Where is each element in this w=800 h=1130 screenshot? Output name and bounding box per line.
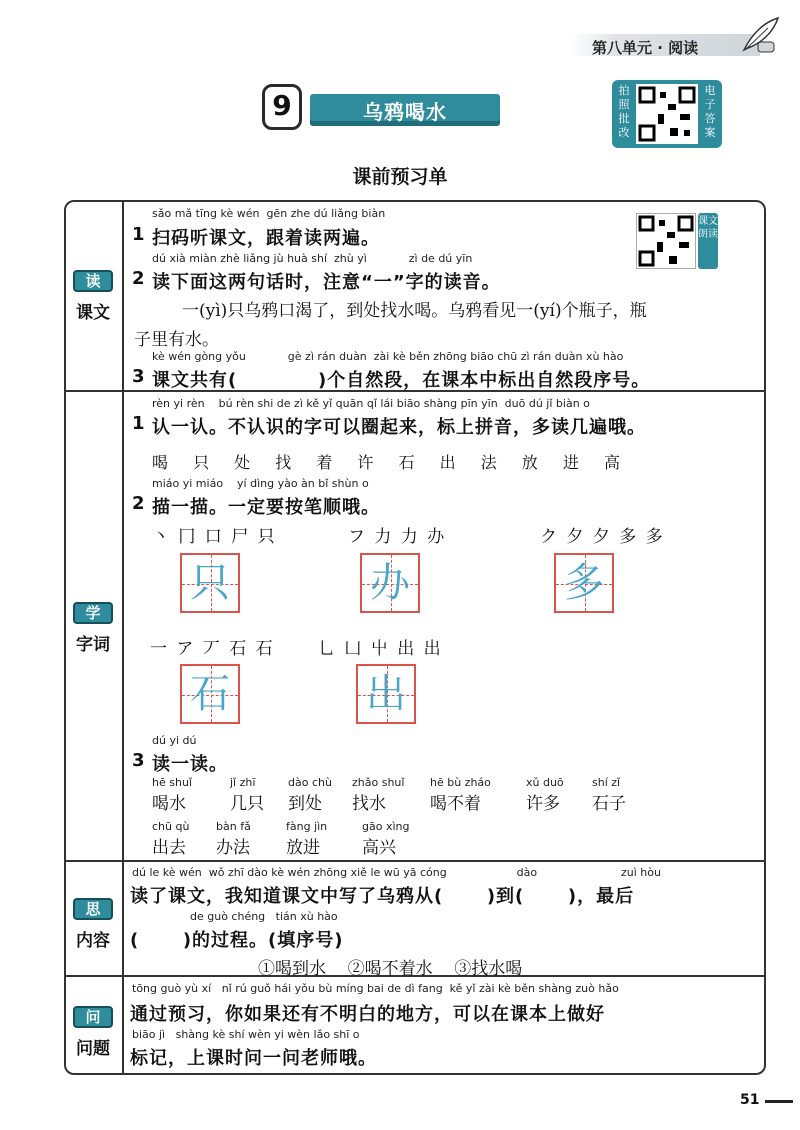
qr-left-label: 拍照批改 — [618, 84, 630, 139]
word-pinyin: fàng jìn — [286, 820, 328, 833]
qr-code-icon[interactable] — [636, 213, 696, 269]
pinyin-line: biāo jì shàng kè shí wèn yi wèn lǎo shī o — [132, 1028, 360, 1041]
row-divider — [64, 860, 766, 862]
item-number: 3 — [132, 366, 146, 387]
word-pinyin: hē bù zháo — [430, 776, 491, 789]
stroke-order: フ 力 力 办 — [348, 527, 447, 547]
pinyin-line: tōng guò yù xí nǐ rú guǒ hái yǒu bù míng bai de dì fang kě yǐ zài kè běn shàng zuò hǎo — [132, 982, 619, 995]
tag-read: 读 — [73, 270, 113, 292]
tag-learn: 学 — [73, 602, 113, 624]
word-pinyin: bàn fǎ — [216, 820, 251, 833]
word: 办法 — [216, 838, 250, 858]
pinyin-line: rèn yi rèn bú rèn shi de zì kě yǐ quān qǐ lái biāo shàng pīn yīn duō dú jǐ biàn o — [152, 397, 590, 410]
section-label-learn: 字词 — [76, 635, 110, 655]
pinyin-line: dú yi dú — [152, 734, 197, 747]
word: 放进 — [286, 838, 320, 858]
page-number-rule — [765, 1100, 793, 1103]
word: 高兴 — [362, 838, 396, 858]
word-pinyin: xǔ duō — [526, 776, 564, 789]
word-pinyin: jǐ zhī — [230, 776, 256, 789]
read-passage-line: 一(yì)只乌鸦口渴了，到处找水喝。乌鸦看见一(yí)个瓶子，瓶 — [182, 301, 647, 321]
item-number: 1 — [132, 413, 146, 434]
lesson-number: 9 — [262, 84, 302, 130]
tracing-grid[interactable]: 石 — [180, 664, 240, 724]
ask-line: 通过预习，你如果还有不明白的地方，可以在课本上做好 — [130, 1004, 605, 1025]
word: 找水 — [352, 794, 386, 814]
tracing-grid[interactable]: 只 — [180, 553, 240, 613]
item-number: 2 — [132, 268, 146, 289]
qr-audio-label: 课文朗读 — [698, 213, 718, 269]
page-number: 51 — [740, 1092, 760, 1108]
stroke-order: 丶 冂 口 尸 只 — [152, 527, 277, 547]
feather-pen-icon — [738, 14, 782, 54]
word: 喝不着 — [430, 794, 481, 814]
read-item3-text-b: )个自然段，在课本中标出自然段序号。 — [318, 370, 651, 391]
pinyin-line: dú xià miàn zhè liǎng jù huà shí zhù yì zì de dú yīn — [152, 252, 473, 265]
item-number: 1 — [132, 224, 146, 245]
word-pinyin: zhǎo shuǐ — [352, 776, 405, 789]
tag-ask: 问 — [73, 1006, 113, 1028]
recognize-characters: 喝 只 处 找 着 许 石 出 法 放 进 高 — [152, 453, 620, 472]
pinyin-line: kè wén gòng yǒu gè zì rán duàn zài kè běn zhōng biāo chū zì rán duàn xù hào — [152, 350, 624, 363]
page-title: 课前预习单 — [352, 166, 448, 188]
word-pinyin: chū qù — [152, 820, 190, 833]
read-item2-text: 读下面这两句话时，注意“一”字的读音。 — [152, 272, 501, 293]
read-item3-text-a: 课文共有( — [152, 370, 238, 391]
lesson-title: 乌鸦喝水 — [363, 100, 447, 124]
tracing-grid[interactable]: 办 — [360, 553, 420, 613]
item-number: 2 — [132, 493, 146, 514]
read-passage-line: 子里有水。 — [134, 330, 219, 350]
word-pinyin: gāo xìng — [362, 820, 410, 833]
word: 出去 — [152, 838, 186, 858]
pinyin-line: sǎo mǎ tīng kè wén gēn zhe dú liǎng biàn — [152, 207, 386, 220]
qr-answer-card[interactable] — [612, 80, 722, 148]
read-item1-text: 扫码听课文，跟着读两遍。 — [152, 228, 380, 249]
word: 几只 — [230, 794, 264, 814]
item-number: 3 — [132, 750, 146, 771]
learn-item1-text: 认一认。不认识的字可以圈起来，标上拼音，多读几遍哦。 — [152, 417, 646, 438]
think-options: ①喝到水 ②喝不着水 ③找水喝 — [258, 959, 523, 979]
column-divider — [122, 200, 124, 1075]
word: 石子 — [592, 794, 626, 814]
tag-think: 思 — [73, 898, 113, 920]
think-line: 读了课文，我知道课文中写了乌鸦从( )到( )，最后 — [130, 886, 635, 907]
ask-line: 标记，上课时问一问老师哦。 — [130, 1048, 377, 1069]
word: 喝水 — [152, 794, 186, 814]
section-label-ask: 问题 — [76, 1039, 110, 1059]
tracing-grid[interactable]: 多 — [554, 553, 614, 613]
unit-label: 第八单元 · 阅读 — [592, 39, 699, 57]
think-line: ( )的过程。(填序号) — [130, 930, 344, 951]
section-label-think: 内容 — [76, 931, 110, 951]
stroke-order: 乚 凵 屮 出 出 — [318, 639, 443, 659]
qr-code-icon — [636, 84, 698, 144]
learn-item2-text: 描一描。一定要按笔顺哦。 — [152, 497, 380, 518]
pinyin-line: de guò chéng tián xù hào — [190, 910, 338, 923]
qr-right-label: 电子答案 — [704, 84, 716, 139]
word: 到处 — [288, 794, 322, 814]
word-pinyin: hē shuǐ — [152, 776, 192, 789]
word-pinyin: dào chù — [288, 776, 332, 789]
pinyin-line: dú le kè wén wǒ zhī dào kè wén zhōng xiě le wū yā cóng dào zuì hòu — [132, 866, 661, 879]
pinyin-line: miáo yi miáo yí dìng yào àn bǐ shùn o — [152, 477, 369, 490]
stroke-order: ク 夕 夕 多 多 — [540, 527, 665, 547]
word-pinyin: shí zǐ — [592, 776, 621, 789]
tracing-grid[interactable]: 出 — [356, 664, 416, 724]
stroke-order: 一 ア 丆 石 石 — [150, 639, 275, 659]
section-label-read: 课文 — [76, 303, 110, 323]
word: 许多 — [526, 794, 560, 814]
learn-item3-text: 读一读。 — [152, 754, 228, 775]
